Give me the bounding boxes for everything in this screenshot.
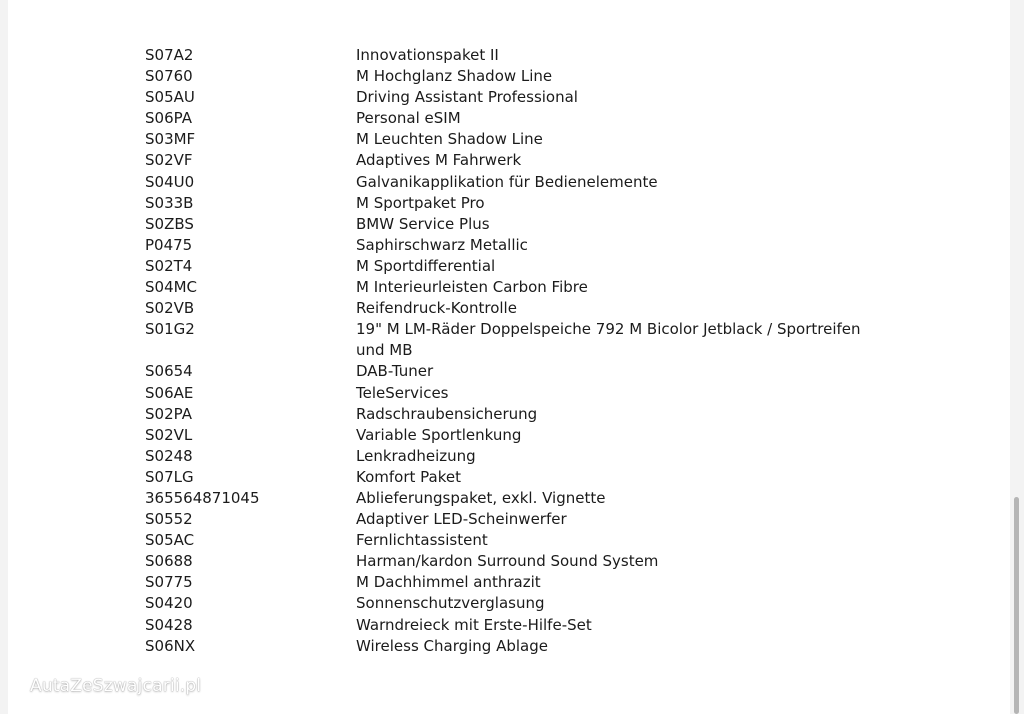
equipment-row [145, 488, 885, 509]
option-code: S0420 [145, 594, 193, 613]
equipment-row [145, 214, 885, 235]
option-description: Driving Assistant Professional [356, 88, 578, 107]
option-code: S04U0 [145, 172, 195, 191]
option-code: S0775 [145, 573, 193, 592]
option-code: S02VB [145, 299, 195, 318]
option-description: Warndreieck mit Erste-Hilfe-Set [356, 615, 592, 634]
option-description: Reifendruck-Kontrolle [356, 299, 517, 318]
option-code: S033B [145, 193, 194, 212]
watermark: AutaZeSzwajcarii.pl [30, 676, 202, 696]
option-code: S02VF [145, 151, 193, 170]
option-description: DAB-Tuner [356, 362, 434, 381]
equipment-row [145, 572, 885, 593]
option-description: Harman/kardon Surround Sound System [356, 552, 659, 571]
option-description: Adaptives M Fahrwerk [356, 151, 522, 170]
option-description: Komfort Paket [356, 467, 461, 486]
equipment-row [145, 66, 885, 87]
option-description: Personal eSIM [356, 109, 461, 128]
equipment-row [145, 235, 885, 256]
option-description: M Interieurleisten Carbon Fibre [356, 278, 588, 297]
option-description: BMW Service Plus [356, 214, 490, 233]
option-code: S06NX [145, 636, 196, 655]
option-description: M Leuchten Shadow Line [356, 130, 543, 149]
option-code: 365564871045 [145, 488, 260, 507]
equipment-row [145, 108, 885, 129]
option-code: S07LG [145, 467, 194, 486]
equipment-row [145, 446, 885, 467]
equipment-row [145, 150, 885, 171]
equipment-row [145, 129, 885, 150]
equipment-row [145, 87, 885, 108]
option-code: S0ZBS [145, 214, 194, 233]
option-description: Wireless Charging Ablage [356, 636, 548, 655]
equipment-row [145, 615, 885, 636]
option-description: M Hochglanz Shadow Line [356, 67, 553, 86]
option-code: S05AC [145, 531, 195, 550]
scrollbar-track[interactable] [1010, 0, 1024, 714]
option-description: Fernlichtassistent [356, 531, 488, 550]
option-description: M Sportdifferential [356, 256, 496, 275]
option-code: S03MF [145, 130, 196, 149]
option-description: Lenkradheizung [356, 446, 476, 465]
option-description: Innovationspaket II [356, 46, 499, 64]
option-code: S04MC [145, 278, 198, 297]
option-description: Galvanikapplikation für Bedienelemente [356, 172, 658, 191]
option-description: Ablieferungspaket, exkl. Vignette [356, 488, 606, 507]
equipment-row [145, 45, 885, 66]
option-description: 19" M LM-Räder Doppelspeiche 792 M Bicolor Jetblack / Sportreifen und MB [356, 320, 861, 360]
option-code: S05AU [145, 88, 195, 107]
option-code: S0428 [145, 615, 193, 634]
equipment-row [145, 172, 885, 193]
equipment-row [145, 193, 885, 214]
equipment-row [145, 551, 885, 572]
equipment-row [145, 277, 885, 298]
option-code: S07A2 [145, 46, 194, 64]
option-description: TeleServices [356, 383, 449, 402]
option-description: M Sportpaket Pro [356, 193, 485, 212]
option-code: S0688 [145, 552, 193, 571]
option-code: S02PA [145, 404, 192, 423]
equipment-list [145, 45, 885, 657]
option-code: S01G2 [145, 320, 195, 339]
equipment-row [145, 636, 885, 657]
equipment-row [145, 383, 885, 404]
option-code: P0475 [145, 235, 193, 254]
option-code: S06PA [145, 109, 192, 128]
equipment-row [145, 319, 885, 361]
option-description: Saphirschwarz Metallic [356, 235, 528, 254]
option-description: M Dachhimmel anthrazit [356, 573, 541, 592]
option-code: S0654 [145, 362, 193, 381]
equipment-row [145, 530, 885, 551]
option-code: S0760 [145, 67, 193, 86]
equipment-row [145, 404, 885, 425]
scrollbar-thumb[interactable] [1014, 497, 1019, 714]
option-code: S02T4 [145, 256, 193, 275]
option-description: Radschraubensicherung [356, 404, 538, 423]
option-code: S02VL [145, 425, 193, 444]
option-description: Variable Sportlenkung [356, 425, 522, 444]
equipment-row [145, 509, 885, 530]
option-code: S0552 [145, 510, 193, 529]
equipment-row [145, 467, 885, 488]
option-description: Adaptiver LED-Scheinwerfer [356, 510, 567, 529]
option-code: S06AE [145, 383, 194, 402]
equipment-row [145, 425, 885, 446]
option-description: Sonnenschutzverglasung [356, 594, 545, 613]
equipment-row [145, 593, 885, 614]
option-code: S0248 [145, 446, 193, 465]
equipment-row [145, 298, 885, 319]
document-page [8, 0, 1010, 714]
equipment-row [145, 256, 885, 277]
equipment-row [145, 361, 885, 382]
